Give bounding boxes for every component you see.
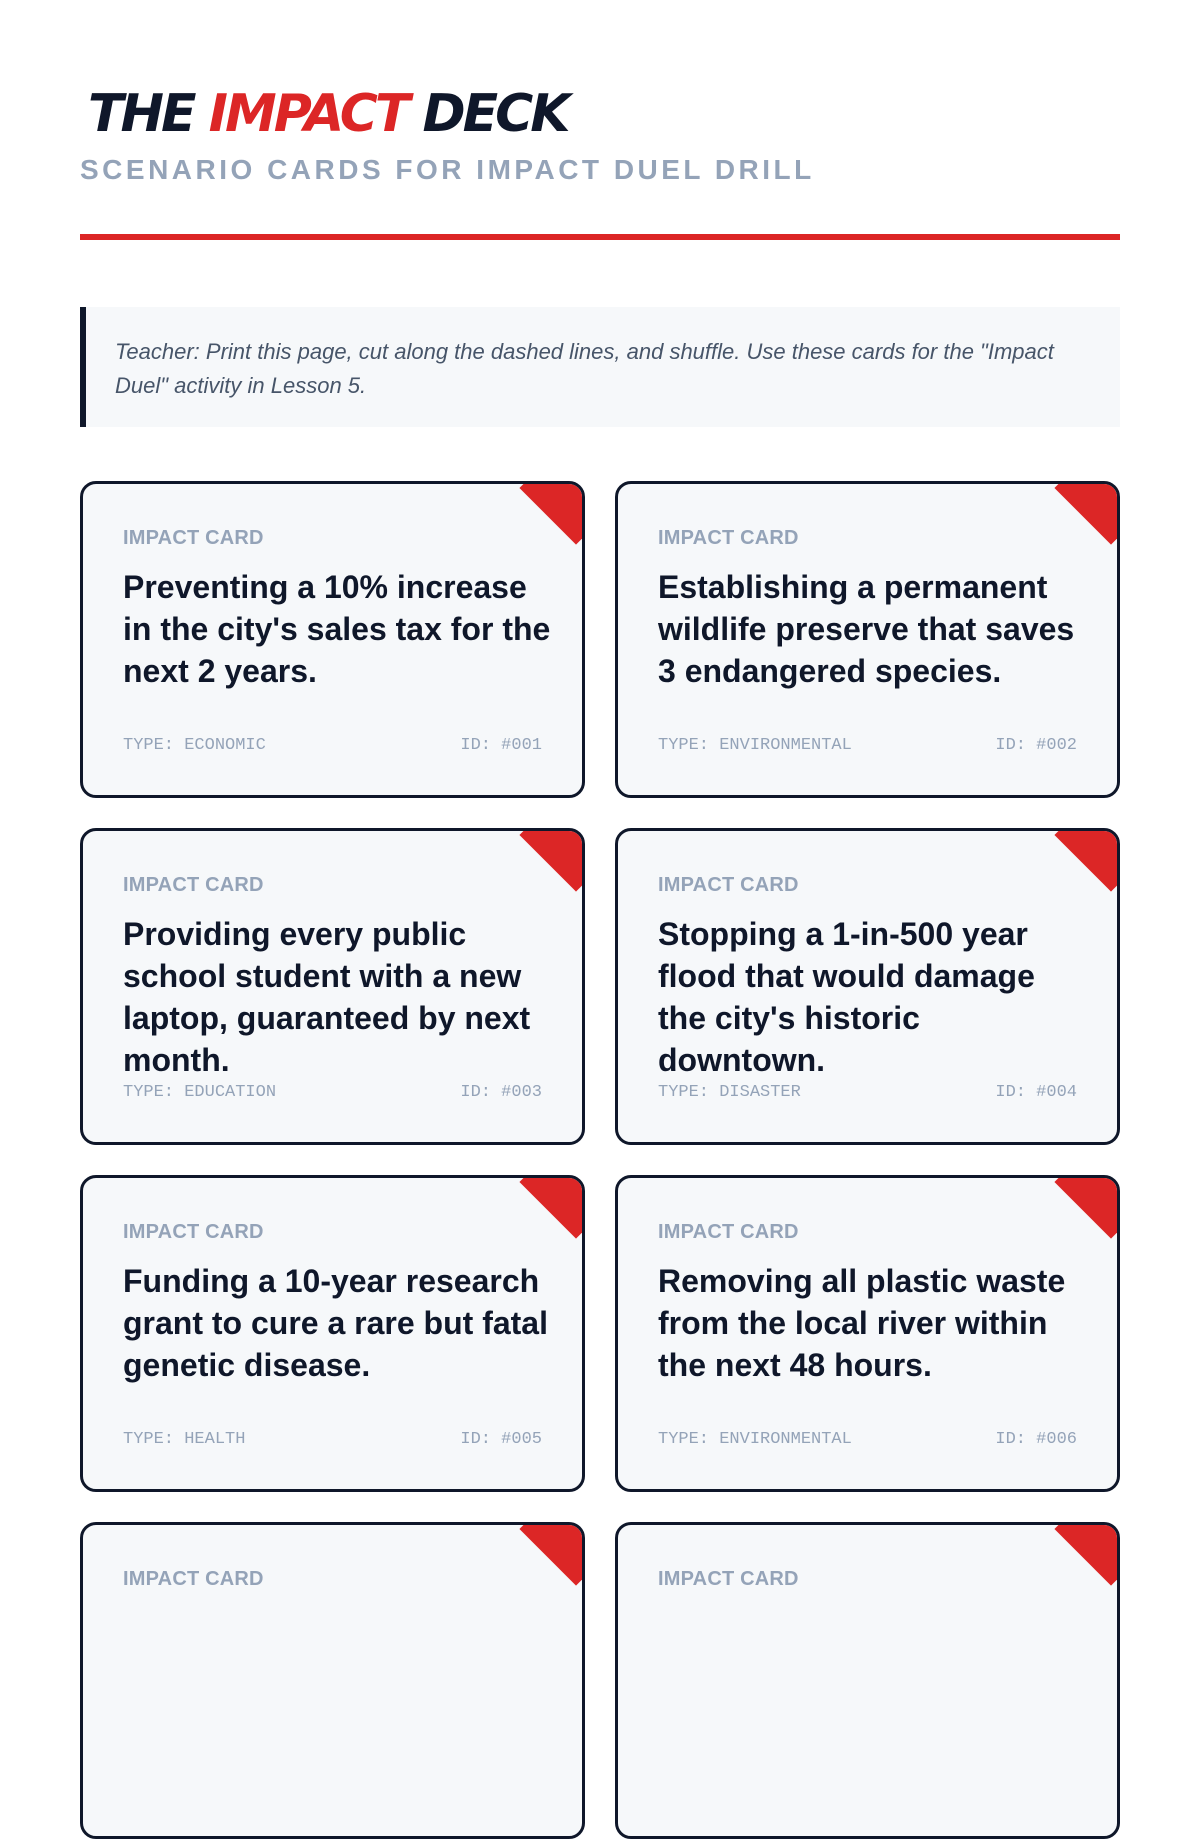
card-id: ID: #003 (460, 1083, 542, 1102)
card-kicker: IMPACT CARD (123, 1221, 264, 1243)
card-scenario-text: Stopping a 1-in-500 year flood that would damage the city's historic downtown. (658, 916, 1035, 1078)
card-grid (80, 481, 1120, 1839)
card-kicker: IMPACT CARD (123, 527, 264, 549)
card-footer (123, 1083, 542, 1103)
impact-card-2 (615, 481, 1120, 798)
card-kicker: IMPACT CARD (123, 874, 264, 896)
corner-tag-icon (519, 1175, 585, 1239)
card-footer (658, 736, 1077, 756)
corner-tag-icon (1054, 481, 1120, 545)
impact-card-6 (615, 1175, 1120, 1492)
corner-tag-icon (519, 1522, 585, 1586)
card-kicker: IMPACT CARD (658, 1221, 799, 1243)
title-part-2: DECK (407, 84, 568, 144)
card-id: ID: #001 (460, 736, 542, 755)
card-type: TYPE: HEALTH (123, 1430, 246, 1449)
title-accent: IMPACT (208, 84, 408, 144)
card-footer (123, 736, 542, 756)
impact-card-4 (615, 828, 1120, 1145)
corner-tag-icon (1054, 1175, 1120, 1239)
impact-card-7 (80, 1522, 585, 1839)
corner-tag-icon (519, 481, 585, 545)
card-id: ID: #002 (995, 736, 1077, 755)
card-type: TYPE: ENVIRONMENTAL (658, 736, 852, 755)
card-scenario-text: Providing every public school student with a new laptop, guaranteed by next month. (123, 916, 531, 1078)
page-subtitle: SCENARIO CARDS FOR IMPACT DUEL DRILL (80, 154, 815, 185)
corner-tag-icon (519, 828, 585, 892)
impact-card-5 (80, 1175, 585, 1492)
card-scenario-text: Preventing a 10% increase in the city's sales tax for the next 2 years. (123, 569, 551, 689)
card-type: TYPE: ECONOMIC (123, 736, 266, 755)
card-id: ID: #004 (995, 1083, 1077, 1102)
corner-tag-icon (1054, 1522, 1120, 1586)
card-kicker: IMPACT CARD (658, 1568, 799, 1590)
card-kicker: IMPACT CARD (658, 874, 799, 896)
card-scenario-text: Establishing a permanent wildlife preserve that saves 3 endangered species. (658, 569, 1075, 689)
header-divider (80, 234, 1120, 240)
title-part-1: THE (88, 84, 209, 144)
card-kicker: IMPACT CARD (123, 1568, 264, 1590)
teacher-note (80, 307, 1120, 427)
impact-card-8 (615, 1522, 1120, 1839)
corner-tag-icon (1054, 828, 1120, 892)
card-id: ID: #006 (995, 1430, 1077, 1449)
card-id: ID: #005 (460, 1430, 542, 1449)
impact-card-1 (80, 481, 585, 798)
card-kicker: IMPACT CARD (658, 527, 799, 549)
card-footer (658, 1430, 1077, 1450)
page-title (88, 82, 568, 146)
card-footer (658, 1083, 1077, 1103)
card-type: TYPE: DISASTER (658, 1083, 801, 1102)
card-type: TYPE: ENVIRONMENTAL (658, 1430, 852, 1449)
card-type: TYPE: EDUCATION (123, 1083, 277, 1102)
impact-card-3 (80, 828, 585, 1145)
teacher-note-text: Teacher: Print this page, cut along the dashed lines, and shuffle. Use these cards for the "Impact Duel" activity in Lesson 5. (115, 339, 1054, 398)
card-footer (123, 1430, 542, 1450)
card-scenario-text: Removing all plastic waste from the local river within the next 48 hours. (658, 1263, 1066, 1383)
card-scenario-text: Funding a 10-year research grant to cure a rare but fatal genetic disease. (123, 1263, 548, 1383)
